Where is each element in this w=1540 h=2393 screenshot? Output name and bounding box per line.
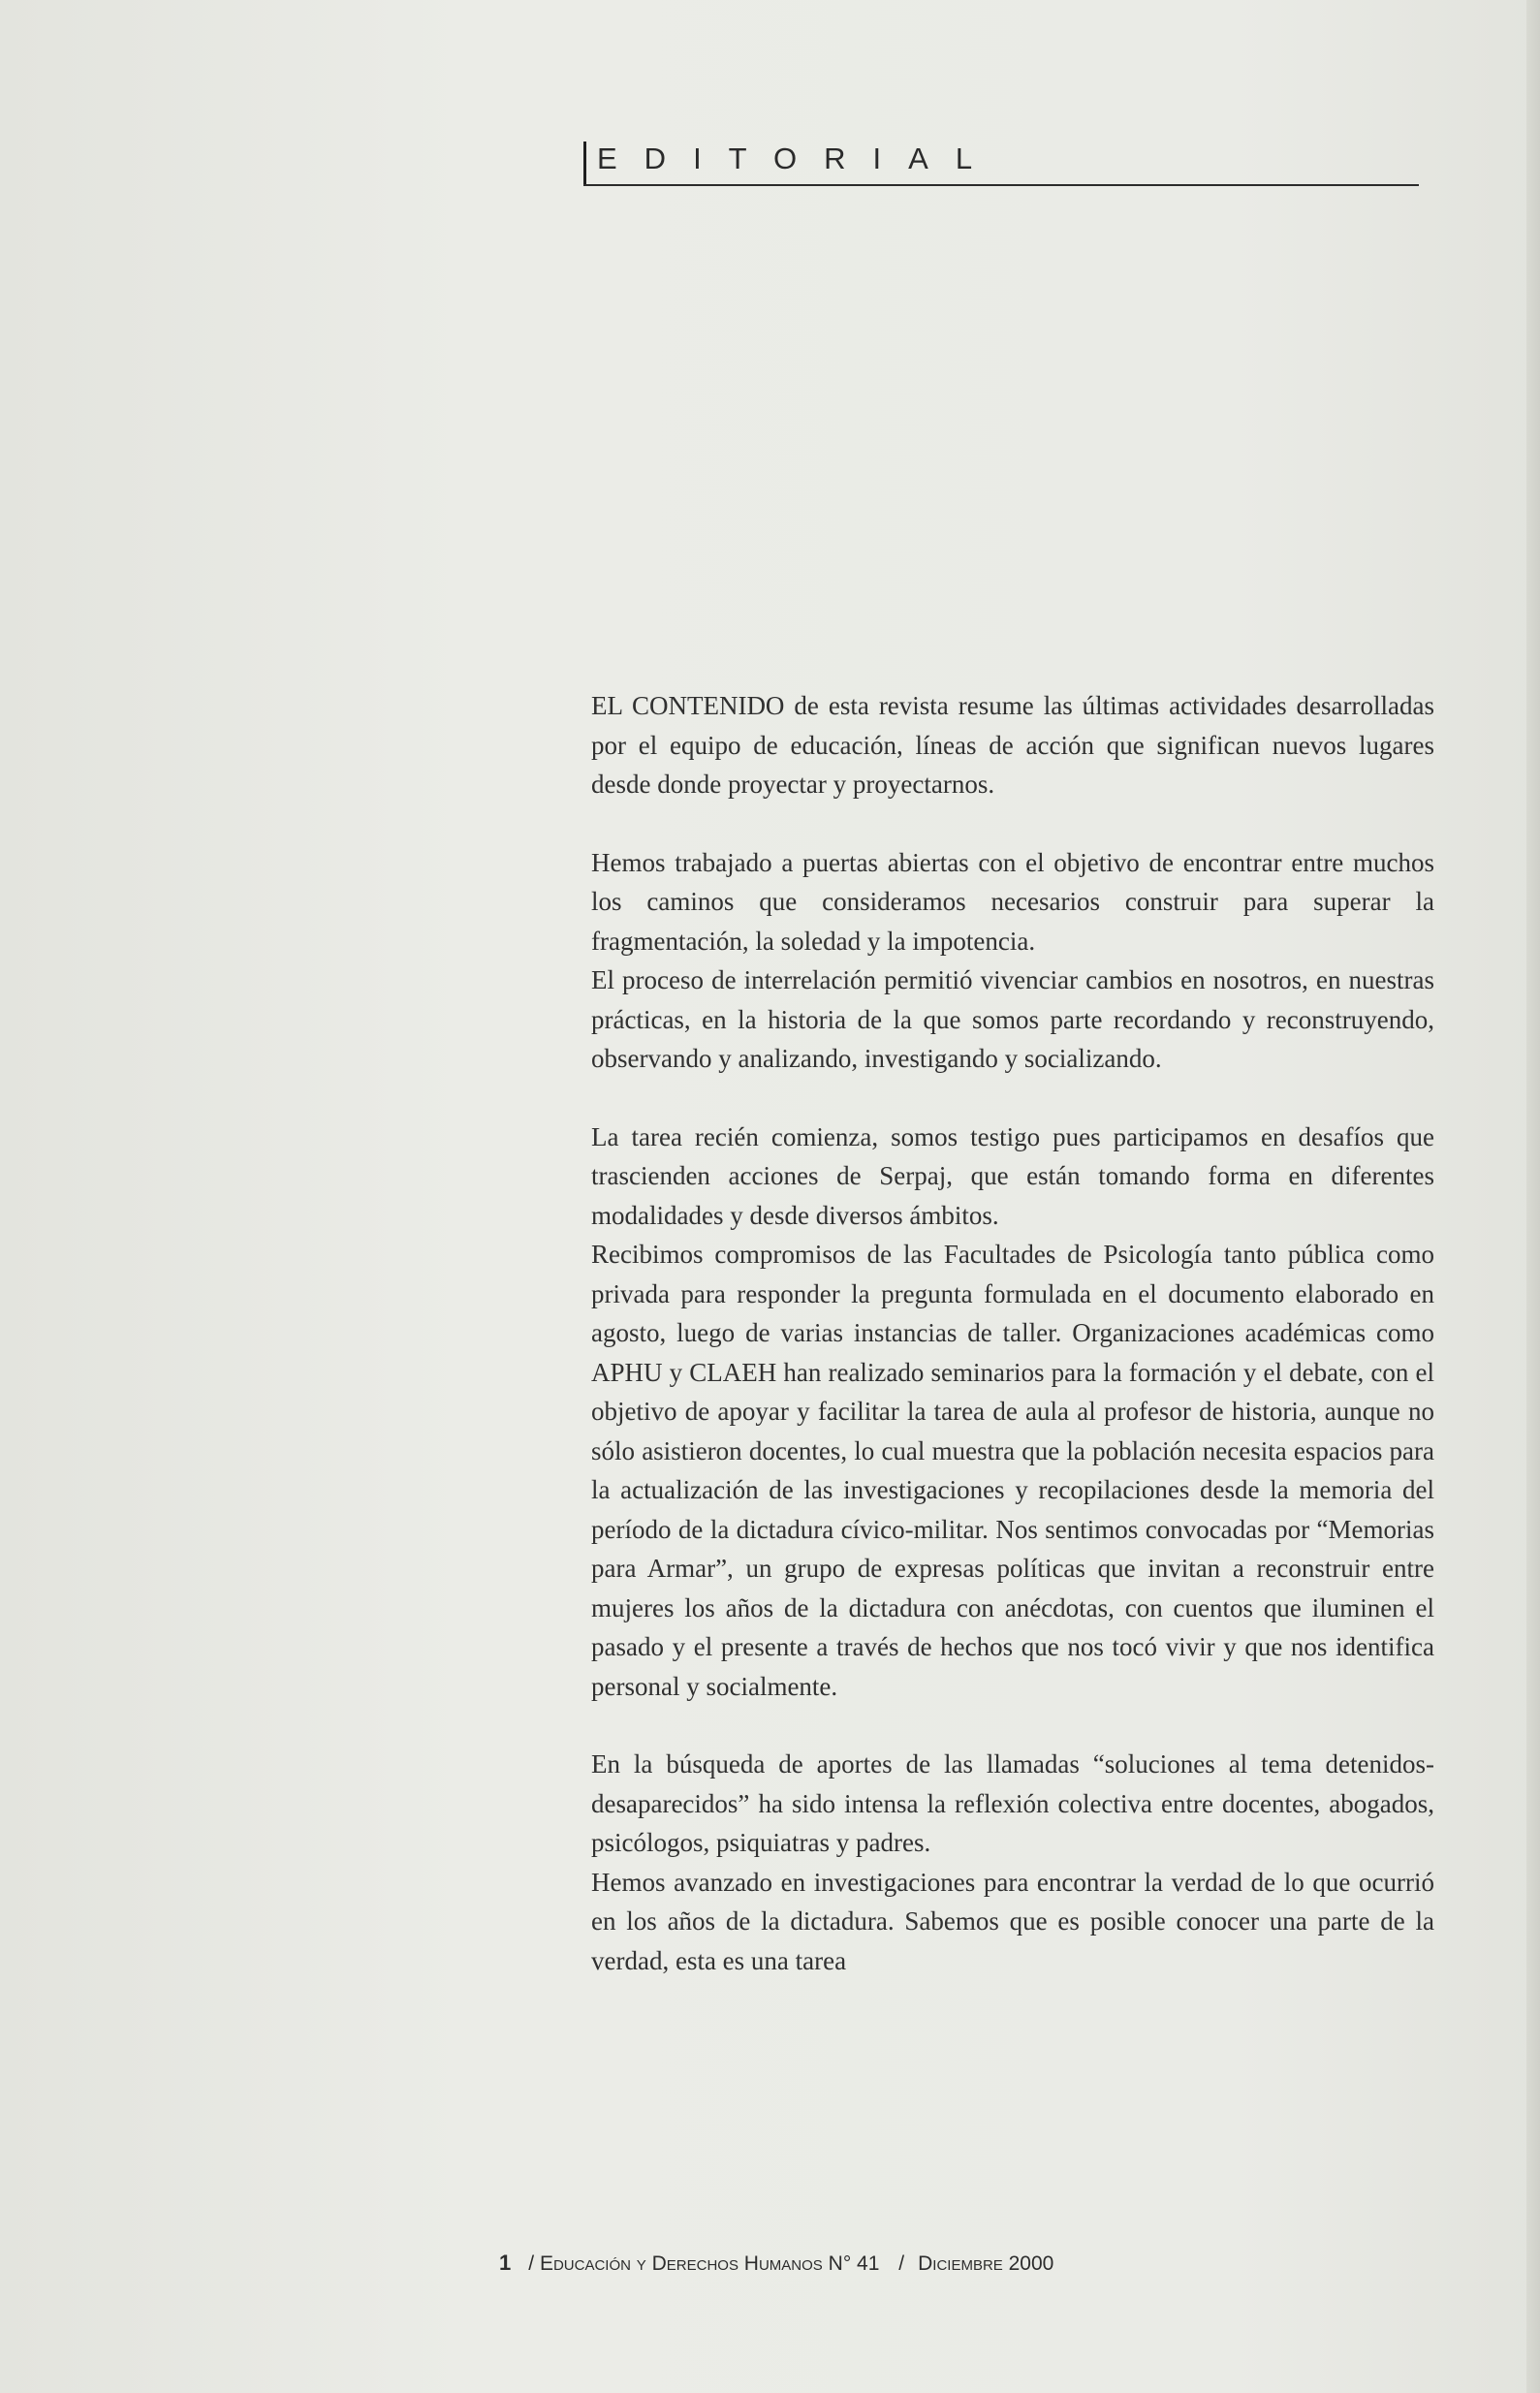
paragraph: Hemos avanzado en investigaciones para encontrar la verdad de lo que ocurrió en los años de la dictadura. Sabemos que es posible conocer una parte de la verdad, esta es una tarea <box>591 1867 1434 1975</box>
page-number: 1 <box>499 2251 512 2275</box>
section-title: EDITORIAL <box>597 142 1000 175</box>
editorial-body <box>591 686 1434 1980</box>
footer-separator: / <box>898 2252 905 2275</box>
section-header <box>583 136 1419 186</box>
page-edge <box>1526 0 1540 2393</box>
issue-number: N° 41 <box>828 2252 880 2275</box>
header-vertical-rule <box>583 142 586 184</box>
paragraph: Hemos trabajado a puertas abiertas con el objetivo de encontrar entre muchos los caminos que consideramos necesarios construir para superar la fragmentación, la soledad y la impotencia. <box>591 847 1434 956</box>
paragraph: El proceso de interrelación permitió vivenciar cambios en nosotros, en nuestras prácticas, en la historia de la que somos parte recordando y reconstruyendo, observando y analizando, investigando y socializando. <box>591 965 1434 1073</box>
footer-separator: / <box>528 2252 535 2275</box>
paragraph: EL CONTENIDO de esta revista resume las últimas actividades desarrolladas por el equipo de educación, líneas de acción que significan nuevos lugares desde donde proyectar y proyectarnos. <box>591 691 1434 799</box>
paragraph: La tarea recién comienza, somos testigo pues participamos en desafíos que trascienden acciones de Serpaj, que están tomando forma en diferentes modalidades y desde diversos ámbitos. <box>591 1121 1434 1230</box>
paragraph: Recibimos compromisos de las Facultades de Psicología tanto pública como privada para responder la pregunta formulada en el documento elaborado en agosto, luego de varias instancias de taller. Organizaciones académicas como APHU y CLAEH han realizado seminarios para la formación y el debate, con el objetivo de apoyar y facilitar la tarea de aula al profesor de historia, aunque no sólo asistieron docentes, lo cual muestra que la población necesita espacios para la actualización de las investigaciones y recopilaciones desde la memoria del período de la dictadura cívico-militar. Nos sentimos convocadas por “Memorias para Armar”, un grupo de expresas políticas que invitan a reconstruir entre mujeres los años de la dictadura con anécdotas, con cuentos que iluminen el pasado y el presente a través de hechos que nos tocó vivir y que nos identifica personal y socialmente. <box>591 1240 1434 1701</box>
issue-date: Diciembre 2000 <box>918 2252 1054 2275</box>
page-footer <box>499 2251 1053 2276</box>
paragraph: En la búsqueda de aportes de las llamadas “soluciones al tema detenidos-desaparecidos” ha sido intensa la reflexión colectiva entre docentes, abogados, psicólogos, psiquiatras y padres. <box>591 1749 1434 1857</box>
publication-name: Educación y Derechos Humanos <box>539 2252 823 2275</box>
